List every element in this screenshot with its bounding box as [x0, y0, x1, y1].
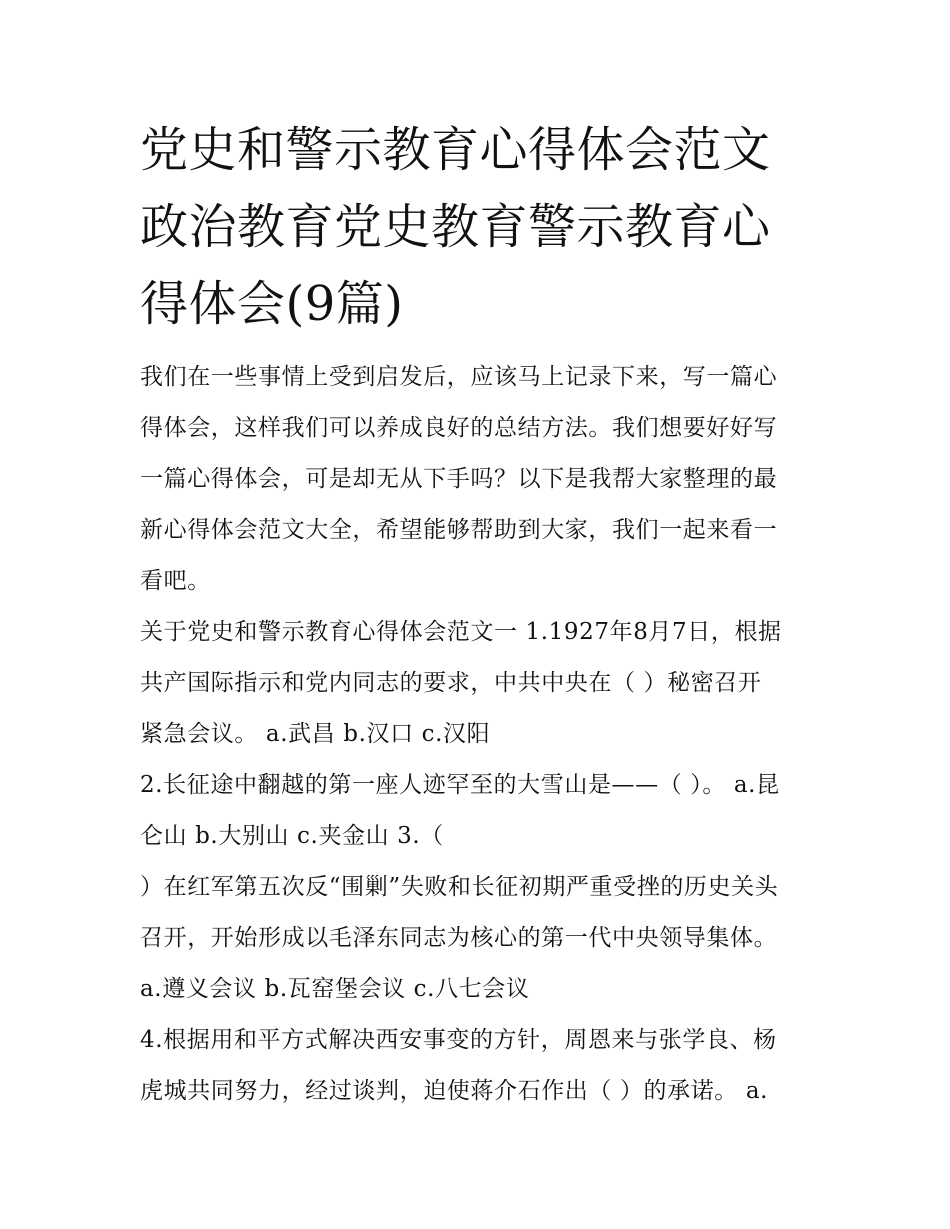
- text-line: 仑山 b.大别山 c.夹金山 3.（: [140, 823, 444, 849]
- text-line: a.遵义会议 b.瓦窑堡会议 c.八七会议: [140, 976, 530, 1002]
- question-paragraph-2-3: [140, 760, 820, 1015]
- text-line: 得体会，这样我们可以养成良好的总结方法。我们想要好好写: [140, 415, 778, 441]
- title-line: 党史和警示教育心得体会范文: [140, 122, 771, 178]
- question-paragraph-1: [140, 607, 820, 760]
- text-line: 紧急会议。 a.武昌 b.汉口 c.汉阳: [140, 721, 491, 747]
- text-line: 看吧。: [140, 568, 211, 594]
- title-line: 政治教育党史教育警示教育心: [140, 199, 771, 255]
- text-line: 我们在一些事情上受到启发后，应该马上记录下来，写一篇心: [140, 364, 778, 390]
- title-line: 得体会(9篇): [140, 276, 404, 332]
- text-line: 关于党史和警示教育心得体会范文一 1.1927年8月7日，根据: [140, 619, 782, 645]
- text-line: 共产国际指示和党内同志的要求，中共中央在（ ）秘密召开: [140, 670, 762, 696]
- text-line: 2.长征途中翻越的第一座人迹罕至的大雪山是——（ ）。 a.昆: [140, 772, 780, 798]
- intro-paragraph: [140, 352, 820, 607]
- text-line: 新心得体会范文大全，希望能够帮助到大家，我们一起来看一: [140, 517, 778, 543]
- text-line: 召开，开始形成以毛泽东同志为核心的第一代中央领导集体。: [140, 925, 778, 951]
- text-line: ）在红军第五次反“围剿”失败和长征初期严重受挫的历史关头: [140, 874, 779, 900]
- text-line: 4.根据用和平方式解决西安事变的方针，周恩来与张学良、杨: [140, 1027, 777, 1053]
- text-line: 虎城共同努力，经过谈判，迫使蒋介石作出（ ）的承诺。 a.: [140, 1078, 769, 1104]
- text-line: 一篇心得体会，可是却无从下手吗？以下是我帮大家整理的最: [140, 466, 778, 492]
- document-body: [140, 352, 820, 1117]
- question-paragraph-4: [140, 1015, 820, 1117]
- document-title: [140, 112, 820, 343]
